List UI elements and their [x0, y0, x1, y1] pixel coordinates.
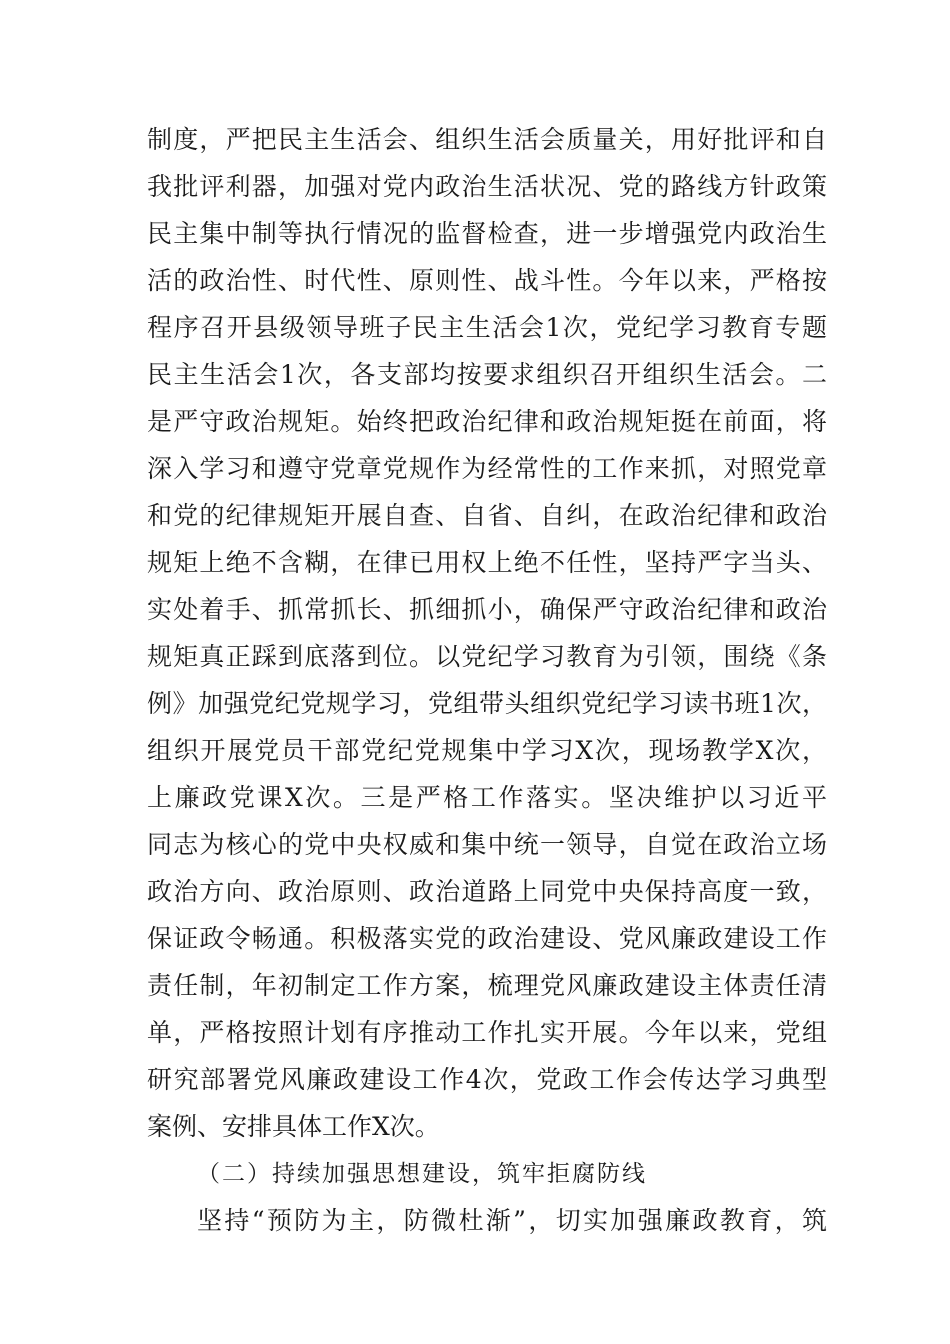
paragraph-line: 活的政治性、时代性、原则性、战斗性。今年以来，严格按 [147, 266, 827, 295]
paragraph-line: 深入学习和遵守党章党规作为经常性的工作来抓，对照党章 [147, 454, 827, 483]
paragraph-line: 责任制，年初制定工作方案，梳理党风廉政建设主体责任清 [147, 971, 827, 1000]
paragraph-line: 坚持“预防为主，防微杜渐”，切实加强廉政教育，筑 [197, 1206, 827, 1235]
paragraph-line: 单，严格按照计划有序推动工作扎实开展。今年以来，党组 [147, 1018, 827, 1047]
paragraph-line: 案例、安排具体工作X次。 [147, 1112, 440, 1141]
paragraph-line: 政治方向、政治原则、政治道路上同党中央保持高度一致， [147, 877, 827, 906]
paragraph-line: 民主集中制等执行情况的监督检查，进一步增强党内政治生 [147, 219, 827, 248]
paragraph-line: 组织开展党员干部党纪党规集中学习X次，现场教学X次， [147, 736, 827, 765]
paragraph-line: 规矩真正踩到底落到位。以党纪学习教育为引领，围绕《条 [147, 642, 827, 671]
paragraph-line: 我批评利器，加强对党内政治生活状况、党的路线方针政策 [147, 172, 827, 201]
paragraph-line: 上廉政党课X次。三是严格工作落实。坚决维护以习近平 [147, 783, 827, 812]
paragraph-line: 研究部署党风廉政建设工作4次，党政工作会传达学习典型 [147, 1065, 827, 1094]
paragraph-line: 程序召开县级领导班子民主生活会1次，党纪学习教育专题 [147, 313, 827, 342]
paragraph-line: 是严守政治规矩。始终把政治纪律和政治规矩挺在前面，将 [147, 407, 827, 436]
paragraph-line: 制度，严把民主生活会、组织生活会质量关，用好批评和自 [147, 125, 827, 154]
section-heading: （二）持续加强思想建设，筑牢拒腐防线 [197, 1161, 647, 1187]
paragraph-line: 同志为核心的党中央权威和集中统一领导，自觉在政治立场 [147, 830, 827, 859]
paragraph-line: 例》加强党纪党规学习，党组带头组织党纪学习读书班1次， [147, 689, 827, 718]
paragraph-line: 和党的纪律规矩开展自查、自省、自纠，在政治纪律和政治 [147, 501, 827, 530]
paragraph-line: 实处着手、抓常抓长、抓细抓小，确保严守政治纪律和政治 [147, 595, 827, 624]
paragraph-line: 规矩上绝不含糊，在律已用权上绝不任性，坚持严字当头、 [147, 548, 827, 577]
paragraph-line: 民主生活会1次，各支部均按要求组织召开组织生活会。二 [147, 360, 827, 389]
paragraph-line: 保证政令畅通。积极落实党的政治建设、党风廉政建设工作 [147, 924, 827, 953]
